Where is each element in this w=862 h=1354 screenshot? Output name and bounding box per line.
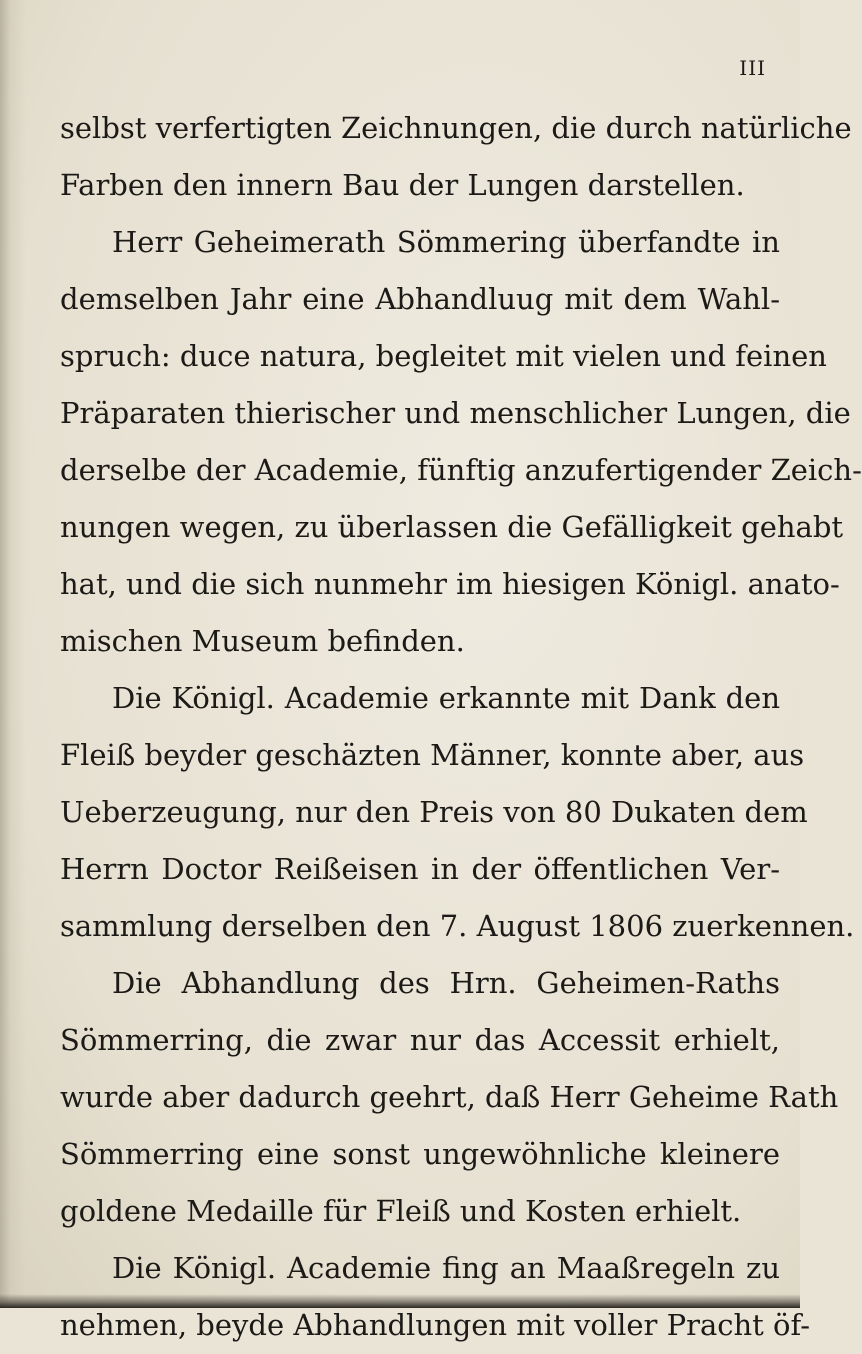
text-line: Farben den innern Bau der Lungen darstellen. bbox=[60, 168, 745, 202]
text-line: goldene Medaille für Fleiß und Kosten erhielt. bbox=[60, 1194, 742, 1228]
text-line: Präparaten thierischer und menschlicher Lungen, die bbox=[60, 396, 851, 430]
text-line: Fleiß beyder geschäzten Männer, konnte aber, aus bbox=[60, 738, 805, 772]
text-line: nehmen, beyde Abhandlungen mit voller Pracht öf- bbox=[60, 1308, 811, 1342]
text-line: Die Abhandlung des Hrn. Geheimen-Raths bbox=[112, 966, 780, 1000]
text-line: spruch: duce natura, begleitet mit vielen und feinen bbox=[60, 339, 827, 373]
text-line: Die Königl. Academie fing an Maaßregeln zu bbox=[112, 1251, 780, 1285]
text-line: Ueberzeugung, nur den Preis von 80 Dukaten dem bbox=[60, 795, 808, 829]
text-line: Sömmerring eine sonst ungewöhnliche kleinere bbox=[60, 1137, 780, 1171]
binding-shadow bbox=[0, 0, 26, 1308]
text-line: wurde aber dadurch geehrt, daß Herr Geheime Rath bbox=[60, 1080, 839, 1114]
text-line: selbst verfertigten Zeichnungen, die durch natürliche bbox=[60, 111, 852, 145]
text-line: nungen wegen, zu überlassen die Gefälligkeit gehabt bbox=[60, 510, 844, 544]
text-line: Herrn Doctor Reißeisen in der öffentlichen Ver- bbox=[60, 852, 780, 886]
page-bottom-edge bbox=[0, 1294, 800, 1308]
text-line: derselbe der Academie, fünftig anzufertigender Zeich- bbox=[60, 453, 862, 487]
text-line: mischen Museum befinden. bbox=[60, 624, 465, 658]
text-line: sammlung derselben den 7. August 1806 zuerkennen. bbox=[60, 909, 855, 943]
page-number: III bbox=[739, 56, 766, 80]
text-line: Die Königl. Academie erkannte mit Dank den bbox=[112, 681, 780, 715]
body-text bbox=[60, 100, 862, 1354]
text-line: Herr Geheimerath Sömmering überfandte in bbox=[112, 225, 780, 259]
text-line: hat, und die sich nunmehr im hiesigen Königl. anato- bbox=[60, 567, 840, 601]
text-line: Sömmerring, die zwar nur das Accessit erhielt, bbox=[60, 1023, 780, 1057]
text-line: demselben Jahr eine Abhandluug mit dem Wahl- bbox=[60, 282, 780, 316]
